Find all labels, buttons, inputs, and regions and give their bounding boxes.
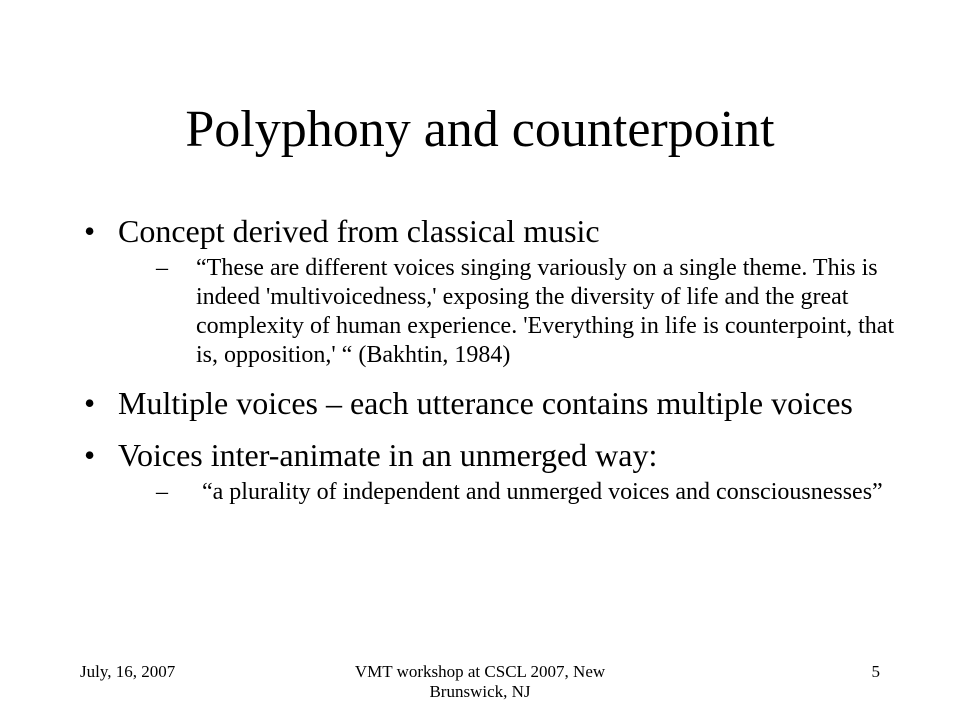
bullet-list	[80, 212, 900, 521]
sub-bullet-list	[118, 478, 900, 507]
footer-title: VMT workshop at CSCL 2007, New Brunswick, NJ	[354, 662, 606, 701]
sub-bullet-text: “These are different voices singing variously on a single theme. This is indeed 'multivoicedness,' exposing the diversity of life and the great complexity of human experience. 'Everything in life is counterpoint, that is, opposition,' “ (Bakhtin, 1984)	[196, 255, 895, 368]
slide-title: Polyphony and counterpoint	[185, 101, 775, 158]
sub-bullet-text: “a plurality of independent and unmerged voices and consciousnesses”	[196, 479, 883, 505]
dash-mark: –	[156, 255, 168, 281]
sub-bullet-item	[118, 478, 900, 507]
bullet-item	[80, 212, 900, 370]
bullet-mark: •	[84, 213, 96, 249]
sub-bullet-item	[118, 254, 900, 370]
bullet-text: Concept derived from classical music	[118, 213, 600, 249]
bullet-item	[80, 384, 900, 422]
sub-bullet-list	[118, 254, 900, 370]
slide-number: 5	[871, 662, 880, 681]
bullet-mark: •	[84, 437, 96, 473]
dash-mark: –	[156, 479, 168, 505]
bullet-text: Multiple voices – each utterance contains multiple voices	[118, 385, 853, 421]
bullet-mark: •	[84, 385, 96, 421]
footer-date: July, 16, 2007	[80, 662, 176, 681]
bullet-item	[80, 436, 900, 507]
bullet-text: Voices inter-animate in an unmerged way:	[118, 437, 658, 473]
